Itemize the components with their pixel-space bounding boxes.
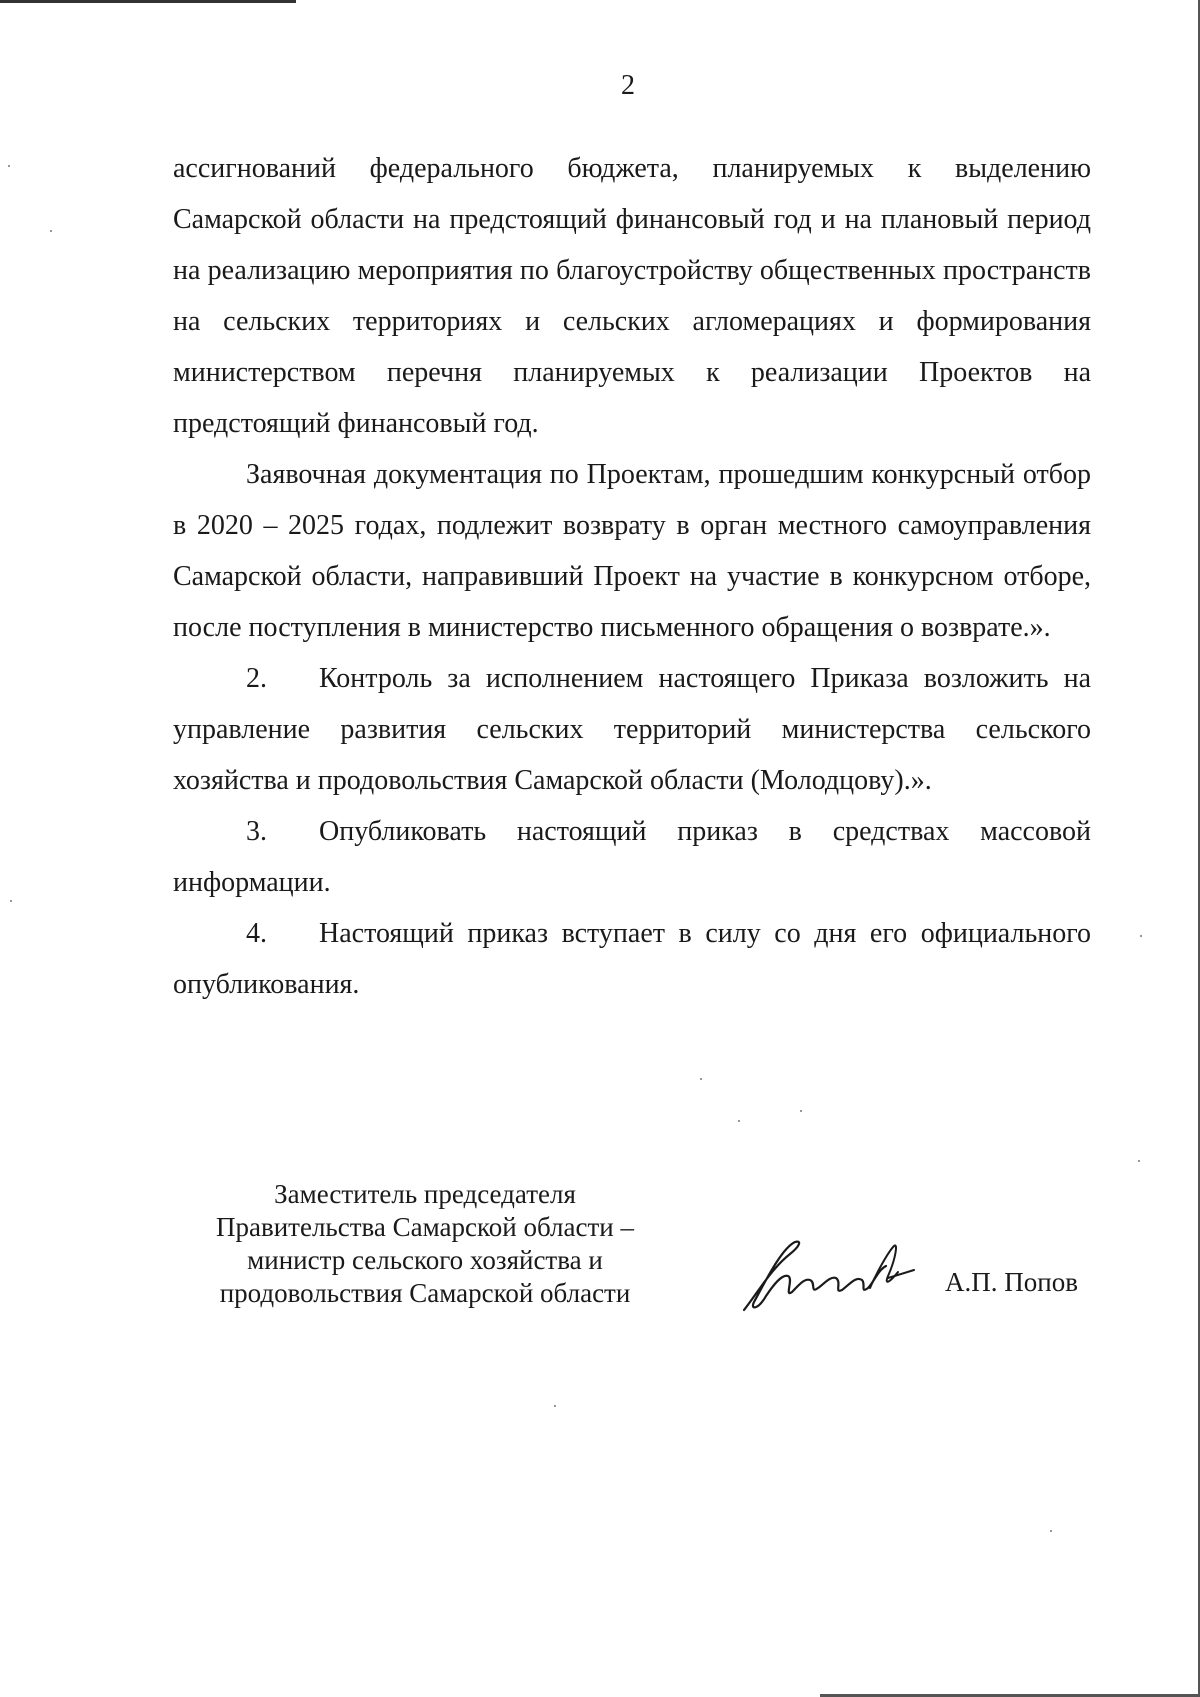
- item-number: 3.: [246, 816, 267, 847]
- item-text: Настоящий приказ вступает в силу со дня его официального опубликования.: [173, 918, 1091, 1000]
- scan-speck: [700, 1078, 702, 1080]
- scan-speck: [1050, 1530, 1052, 1532]
- signatory-title-line: Заместитель председателя: [274, 1179, 576, 1209]
- scan-speck: [800, 1110, 802, 1112]
- scan-speck: [554, 1405, 556, 1407]
- numbered-item-effective-date: [173, 908, 1091, 1010]
- scan-top-edge-line: [0, 0, 296, 3]
- signatory-title-line: министр сельского хозяйства и: [247, 1245, 603, 1275]
- body-text: [173, 143, 1091, 1010]
- item-text: Контроль за исполнением настоящего Приказа возложить на управление развития сельских территорий министерства сельского хозяйства и продовольствия Самарской области (Молодцову).».: [173, 663, 1091, 796]
- scan-speck: [1138, 1160, 1140, 1162]
- page-number: 2: [621, 70, 635, 101]
- scan-speck: [738, 1120, 740, 1122]
- signer-name: А.П. Попов: [945, 1267, 1078, 1297]
- paragraph-continuation: ассигнований федерального бюджета, планируемых к выделению Самарской области на предстоящий финансовый год и на плановый период на реализацию мероприятия по благоустройству общественных пространств на сельских территориях и сельских агломерациях и формирования министерством перечня планируемых к реализации Проектов на предстоящий финансовый год.: [173, 153, 1091, 439]
- item-number: 4.: [246, 918, 267, 949]
- scan-speck: [8, 165, 10, 167]
- item-number: 2.: [246, 663, 267, 694]
- paragraph-application-docs: Заявочная документация по Проектам, прошедшим конкурсный отбор в 2020 – 2025 годах, подлежит возврату в орган местного самоуправления Самарской области, направивший Проект на участие в конкурсном отборе, после поступления в министерство письменного обращения о возврате.».: [173, 459, 1091, 643]
- item-text: Опубликовать настоящий приказ в средствах массовой информации.: [173, 816, 1091, 898]
- signatory-title: [190, 1178, 660, 1310]
- handwritten-signature: [738, 1232, 924, 1316]
- numbered-item-publish: [173, 806, 1091, 908]
- signatory-title-line: продовольствия Самарской области: [219, 1278, 631, 1308]
- scan-speck: [50, 230, 52, 232]
- scan-speck: [1140, 935, 1142, 937]
- signatory-title-line: Правительства Самарской области –: [216, 1212, 634, 1242]
- scan-speck: [10, 900, 12, 902]
- numbered-item-control: [173, 653, 1091, 806]
